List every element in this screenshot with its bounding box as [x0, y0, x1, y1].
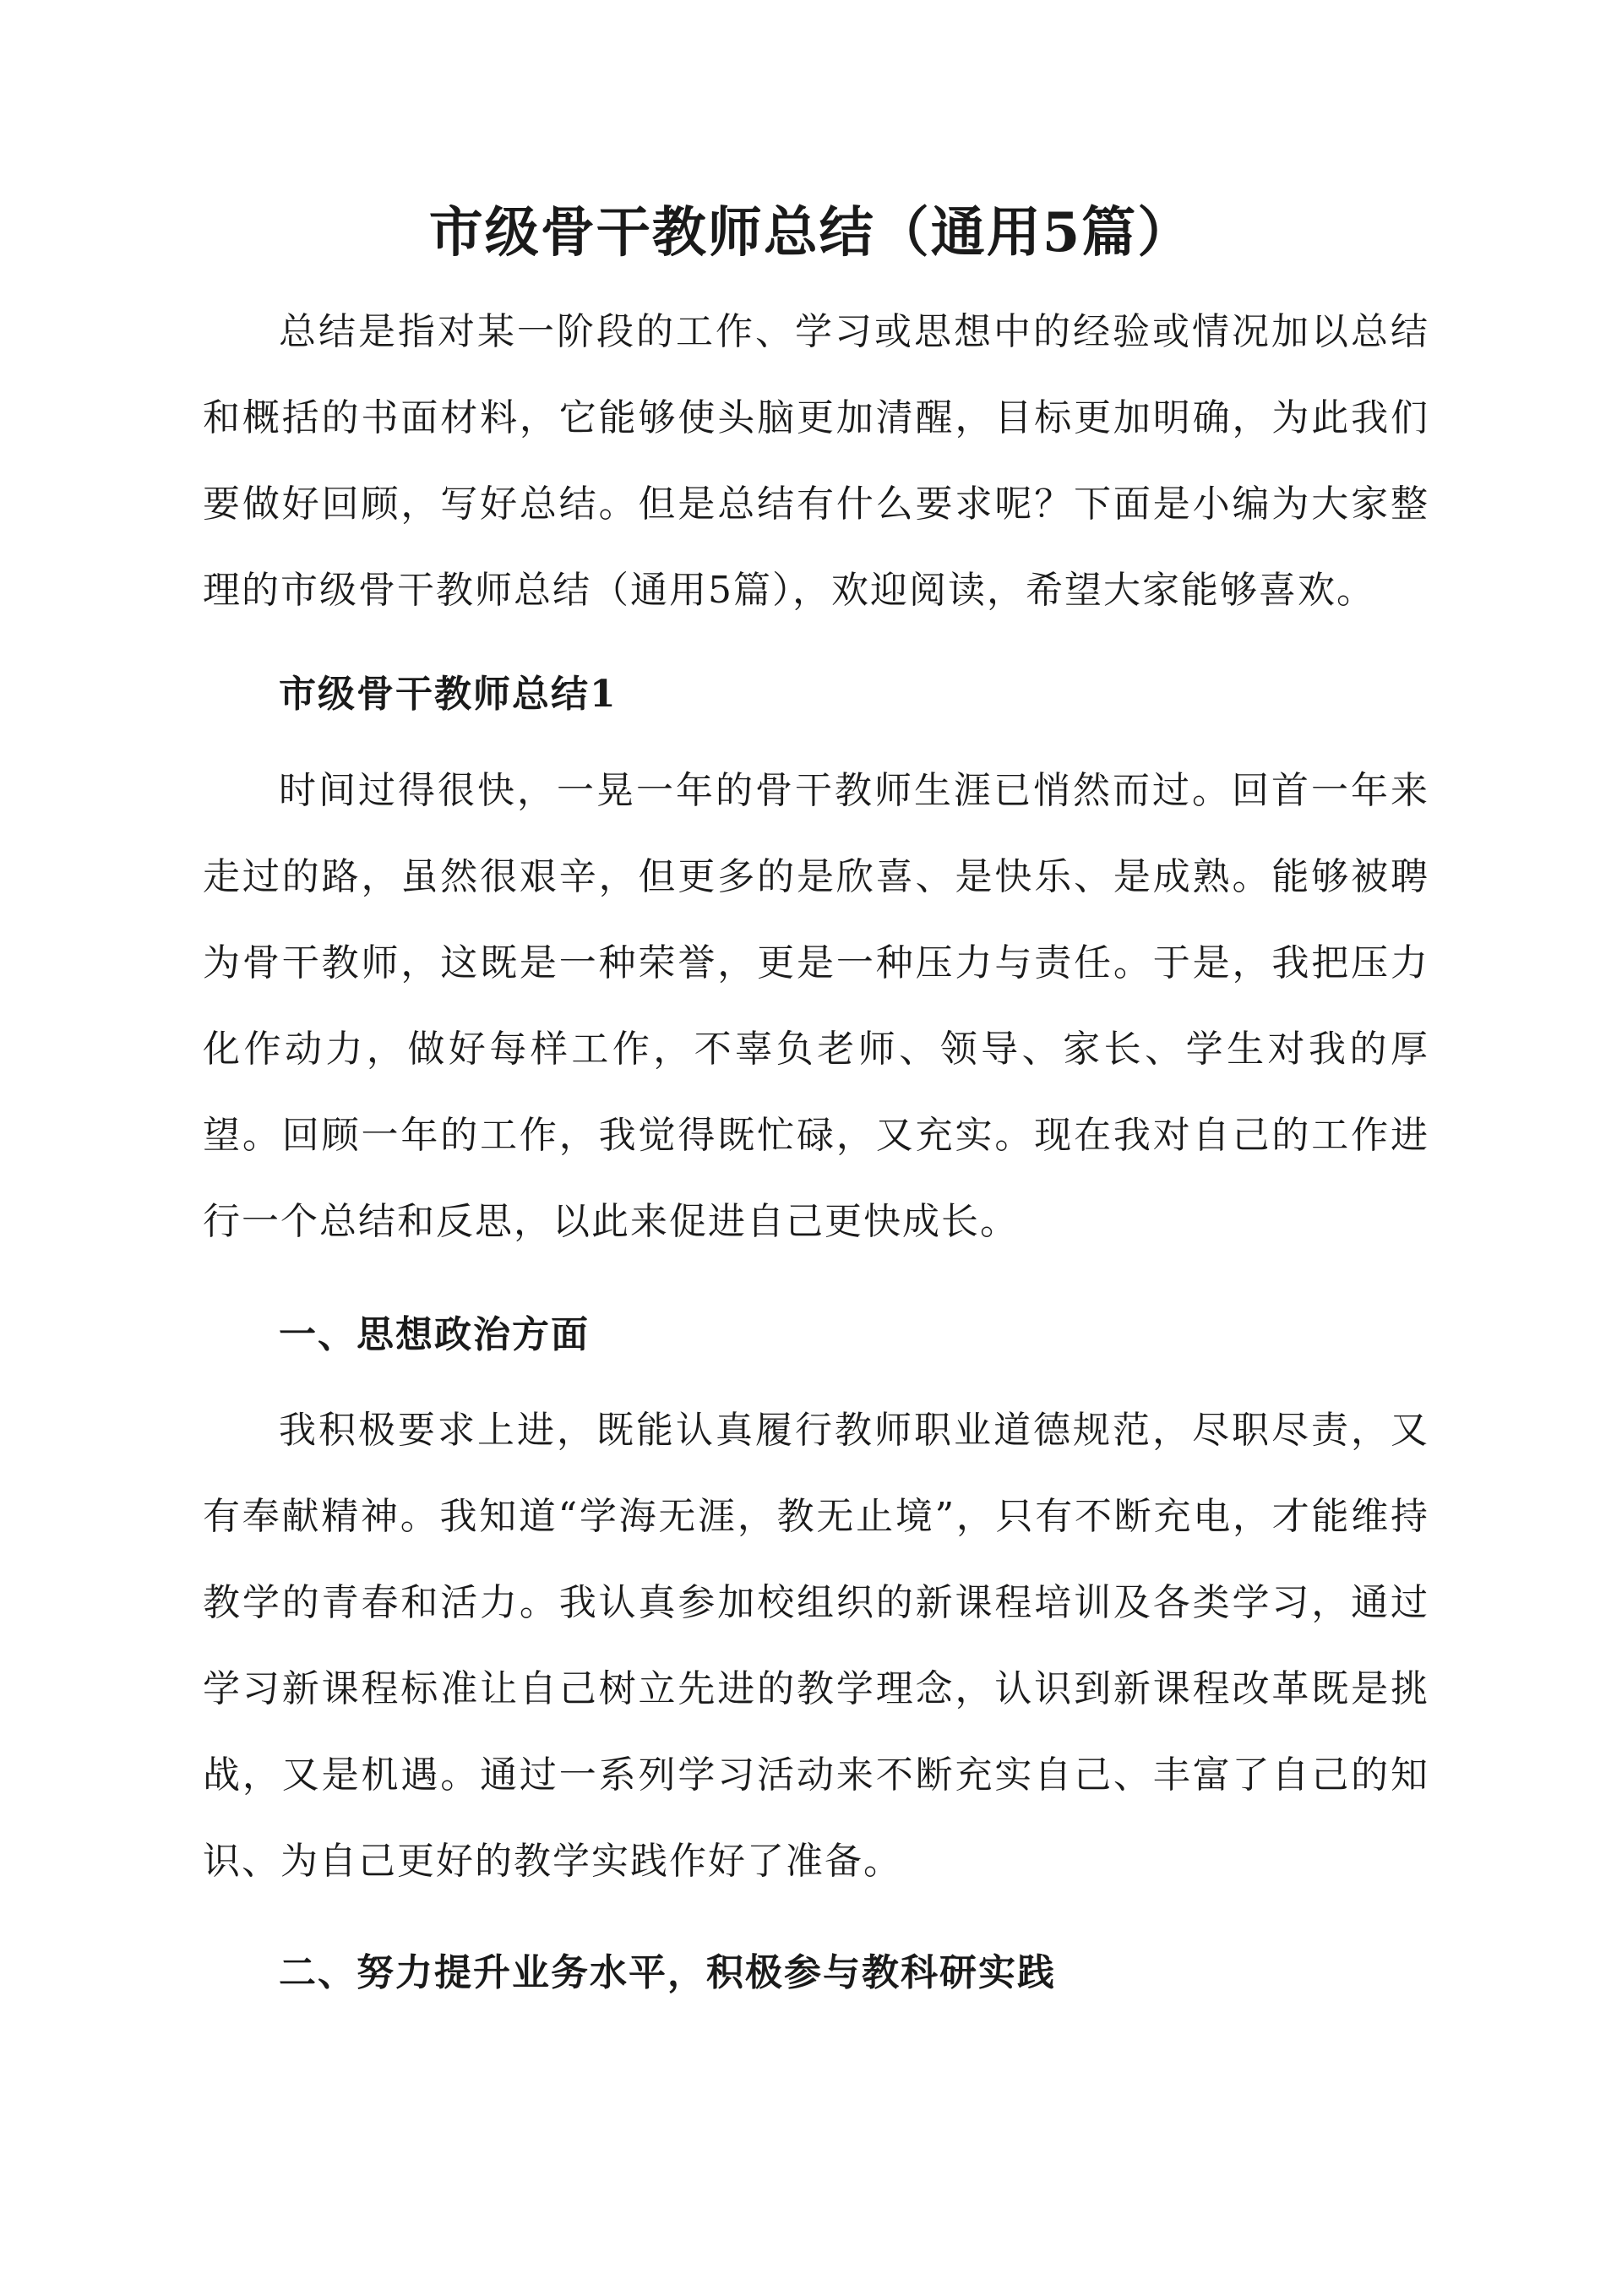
subheading-politics: 一、思想政治方面: [279, 1313, 590, 1356]
section-title: 市级骨干教师总结1: [279, 673, 618, 716]
politics-paragraph: 我积极要求上进，既能认真履行教师职业道德规范，尽职尽责，又有奉献精神。我知道“学海无涯，教无止境”，只有不断充电，才能维持教学的青春和活力。我认真参加校组织的新课程培训及各类学习，通过学习新课程标准让自己树立先进的教学理念，认识到新课程改革既是挑战，又是机遇。通过一系列学习活动来不断充实自己、丰富了自己的知识、为自己更好的教学实践作好了准备。: [203, 1409, 1429, 1883]
subheading-professional: 二、努力提升业务水平，积极参与教科研实践: [279, 1951, 1056, 1994]
section-paragraph: 时间过得很快，一晃一年的骨干教师生涯已悄然而过。回首一年来走过的路，虽然很艰辛，但更多的是欣喜、是快乐、是成熟。能够被聘为骨干教师，这既是一种荣誉，更是一种压力与责任。于是，我把压力化作动力，做好每样工作，不辜负老师、领导、家长、学生对我的厚望。回顾一年的工作，我觉得既忙碌，又充实。现在我对自己的工作进行一个总结和反思，以此来促进自己更快成长。: [203, 769, 1429, 1243]
intro-paragraph: 总结是指对某一阶段的工作、学习或思想中的经验或情况加以总结和概括的书面材料，它能够使头脑更加清醒，目标更加明确，为此我们要做好回顾，写好总结。但是总结有什么要求呢？下面是小编为大家整理的市级骨干教师总结（通用5篇），欢迎阅读，希望大家能够喜欢。: [203, 310, 1429, 612]
document-title: 市级骨干教师总结（通用5篇）: [428, 201, 1194, 265]
